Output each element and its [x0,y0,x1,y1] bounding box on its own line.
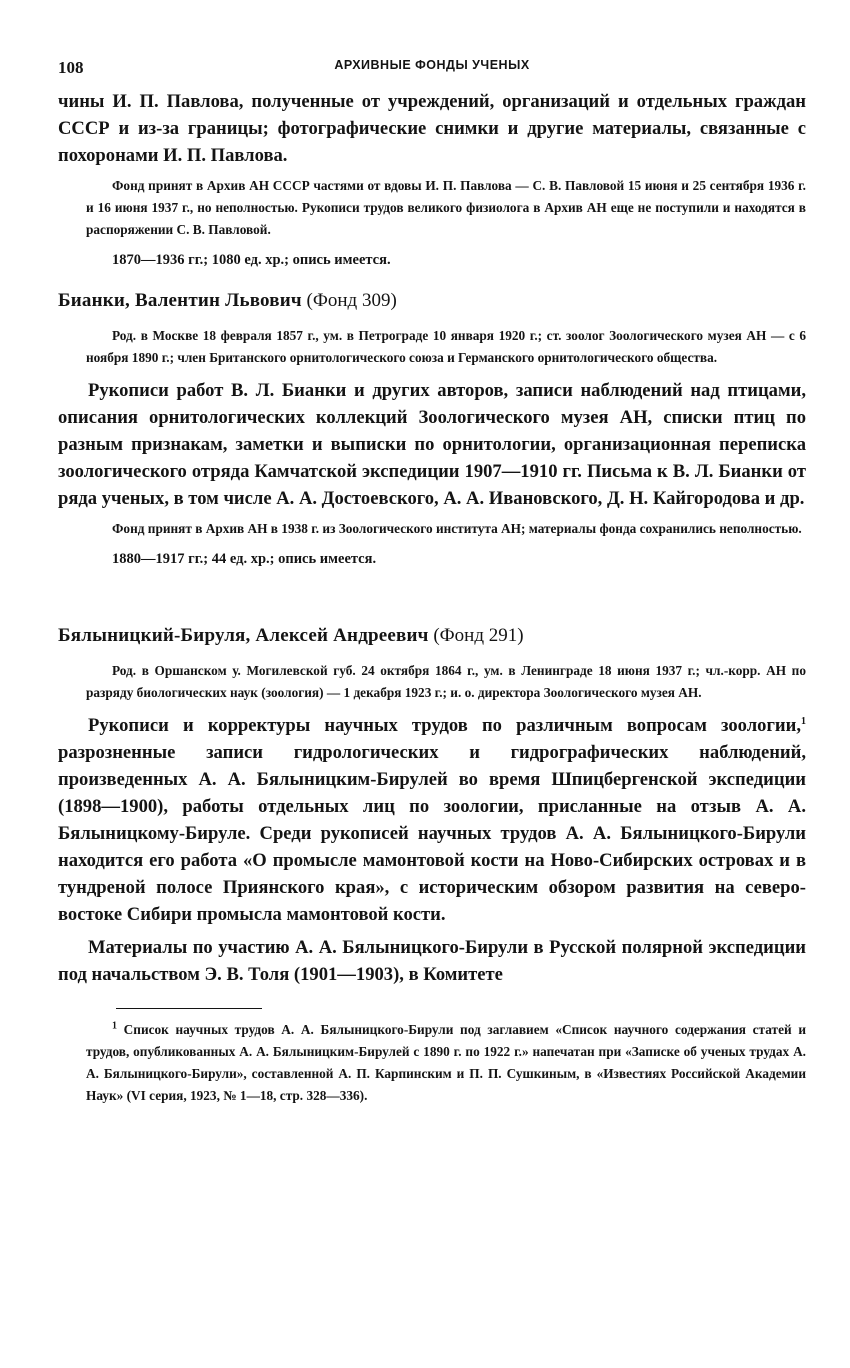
page-header [58,52,806,88]
byalynitsky-biography: Род. в Оршанском у. Могилевской губ. 24 октября 1864 г., ум. в Ленинграде 18 июня 1937 г.; чл.-корр. АН по разряду биологических наук (зоология) — 1 декабря 1923 г.; и. о. директора Зоологического музея АН. [86,663,806,700]
page-number: 108 [58,58,84,77]
pavlov-dates-summary: 1870—1936 гг.; 1080 ед. хр.; опись имеется. [112,252,391,268]
bianki-name: Бианки, Валентин Львович [58,290,302,311]
bianki-dates-summary: 1880—1917 гг.; 44 ед. хр.; опись имеется. [112,551,377,567]
footnote-text: Список научных трудов А. А. Бялыницкого-Бирули под заглавием «Список научного содержания статей и трудов, опубликованных А. А. Бялыницким-Бирулей с 1890 г. по 1922 г.» напечатан при «Записке об ученых трудах А. А. Бялыницкого-Бирули», составленной А. П. Карпинским и П. П. Сушкиным, в «Известиях Российской Академии Наук» (VI серия, 1923, № 1—18, стр. 328—336). [86,1022,806,1103]
footnote [58,1019,806,1107]
pavlov-description-continuation: чины И. П. Павлова, полученные от учреждений, организаций и отдельных граждан СССР и из-за границы; фотографические снимки и другие материалы, связанные с похоронами И. П. Павлова. [58,91,806,166]
pavlov-acquisition-note: Фонд принят в Архив АН СССР частями от вдовы И. П. Павлова — С. В. Павловой 15 июня и 25 сентября 1936 г. и 16 июня 1937 г., но неполностью. Рукописи трудов великого физиолога в Архив АН еще не поступили и находятся в распоряжении С. В. Павловой. [86,178,806,237]
bianki-biography: Род. в Москве 18 февраля 1857 г., ум. в Петрограде 10 января 1920 г.; ст. зоолог Зоологического музея АН — с 6 ноября 1890 г.; член Британского орнитологического союза и Германского орнитологического общества. [86,328,806,365]
footnote-mark: 1 [112,1020,117,1032]
byalynitsky-fund-heading [58,622,806,650]
byalynitsky-description-start: Рукописи и корректуры научных трудов по различным вопросам зоологии, [88,715,801,736]
footnote-reference[interactable]: 1 [801,715,806,727]
bianki-acquisition-note: Фонд принят в Архив АН в 1938 г. из Зоологического института АН; материалы фонда сохранились неполностью. [112,521,802,536]
byalynitsky-fund-number: (Фонд 291) [433,625,524,646]
section-gap [58,586,806,608]
bianki-fund-number: (Фонд 309) [306,290,397,311]
byalynitsky-description-rest: разрозненные записи гидрологических и гидрографических наблюдений, произведенных А. А. Бялыницким-Бирулей во время Шпицбергенской экспедиции (1898—1900), работы отдельных лиц по зоологии, присланные на отзыв А. А. Бялыницкому-Бируле. Среди рукописей научных трудов А. А. Бялыницкого-Бирули находится его работа «О промысле мамонтовой кости на Ново-Сибирских островах и в тундреной полосе Приянского края», с историческим обзором развития на северо-востоке Сибири промысла мамонтовой кости. [58,742,806,925]
byalynitsky-description [58,712,806,928]
byalynitsky-name: Бялыницкий-Бируля, Алексей Андреевич [58,625,429,646]
bianki-description: Рукописи работ В. Л. Бианки и других авторов, записи наблюдений над птицами, описания орнитологических коллекций Зоологического музея АН, списки птиц по разным признакам, заметки и выписки по орнитологии, организационная переписка зоологического отряда Камчатской экспедиции 1907—1910 гг. Письма к В. Л. Бианки от ряда ученых, в том числе А. А. Достоевского, А. А. Ивановского, Д. Н. Кайгородова и др. [58,380,806,509]
running-head: АРХИВНЫЕ ФОНДЫ УЧЕНЫХ [334,58,530,72]
bianki-fund-heading [58,287,806,315]
footnote-separator [116,1008,262,1009]
byalynitsky-description-continued: Материалы по участию А. А. Бялыницкого-Бирули в Русской полярной экспедиции под начальством Э. В. Толя (1901—1903), в Комитете [58,937,806,985]
